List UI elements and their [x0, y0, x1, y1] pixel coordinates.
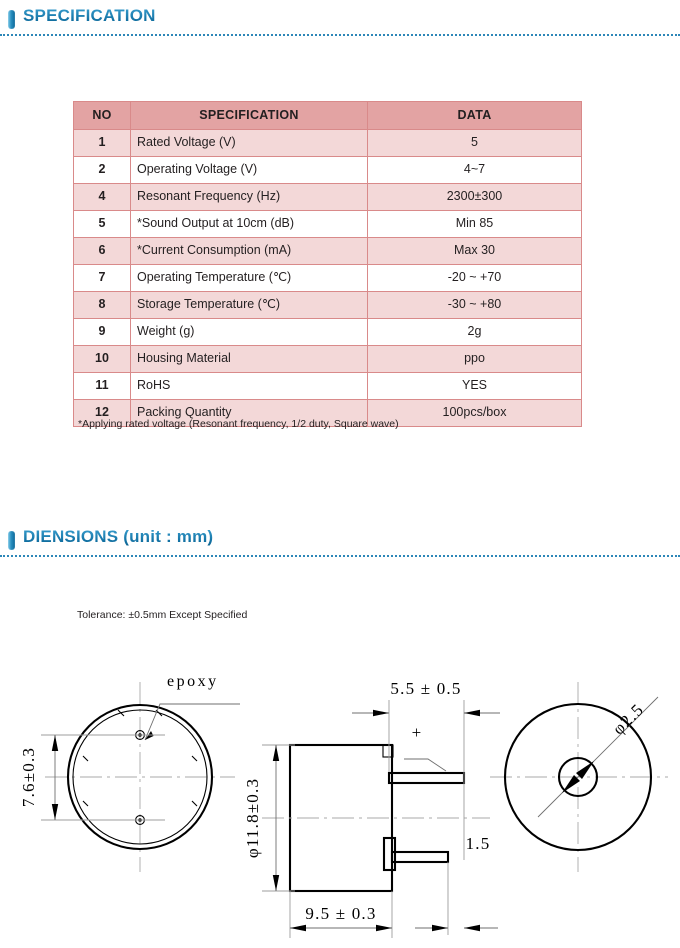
dimensions-section-header [0, 524, 680, 562]
label-polarity-plus: + [411, 723, 423, 742]
cell-data: 5 [368, 130, 582, 157]
cell-specification: Operating Temperature (℃) [131, 265, 368, 292]
cell-data: -30 ~ +80 [368, 292, 582, 319]
cell-specification: Storage Temperature (℃) [131, 292, 368, 319]
table-header [74, 102, 582, 130]
label-epoxy: epoxy [167, 673, 219, 690]
cell-no: 7 [74, 265, 131, 292]
cell-data: Min 85 [368, 211, 582, 238]
cell-specification: Weight (g) [131, 319, 368, 346]
table-body [74, 130, 582, 427]
label-body-height: 9.5 ± 0.3 [305, 904, 377, 923]
table-row [74, 211, 582, 238]
page-title: SPECIFICATION [23, 6, 156, 25]
table-row [74, 346, 582, 373]
cell-specification: *Current Consumption (mA) [131, 238, 368, 265]
mechanical-drawings [0, 660, 680, 945]
specification-table-container [73, 101, 581, 427]
heading-divider [0, 555, 680, 557]
table-row [74, 184, 582, 211]
cell-data: 100pcs/box [368, 400, 582, 427]
label-terminal-length: 5.5 ± 0.5 [390, 679, 462, 698]
cell-data: Max 30 [368, 238, 582, 265]
cell-no: 11 [74, 373, 131, 400]
drawing-side-view [243, 679, 500, 938]
table-header-row [74, 102, 582, 130]
table-footnote: *Applying rated voltage (Resonant frequency, 1/2 duty, Square wave) [78, 418, 399, 430]
cell-no: 10 [74, 346, 131, 373]
drawing-top-view [19, 673, 240, 872]
label-hole-diameter: φ2.5 [608, 699, 648, 739]
cell-no: 8 [74, 292, 131, 319]
table-row [74, 238, 582, 265]
bar-icon [8, 531, 15, 550]
specification-table [73, 101, 582, 427]
table-row [74, 373, 582, 400]
column-header-no: NO [74, 102, 131, 130]
cell-data: 4~7 [368, 157, 582, 184]
section-title: DIENSIONS (unit : mm) [23, 527, 214, 546]
cell-specification: Housing Material [131, 346, 368, 373]
table-row [74, 265, 582, 292]
heading-divider [0, 34, 680, 36]
cell-no: 1 [74, 130, 131, 157]
label-terminal-offset: 1.5 [465, 834, 491, 853]
specification-section-header [0, 3, 680, 41]
cell-specification: Operating Voltage (V) [131, 157, 368, 184]
column-header-spec: SPECIFICATION [131, 102, 368, 130]
cell-specification: *Sound Output at 10cm (dB) [131, 211, 368, 238]
drawing-bottom-view [490, 682, 668, 872]
cell-no: 6 [74, 238, 131, 265]
cell-no: 2 [74, 157, 131, 184]
cell-no: 4 [74, 184, 131, 211]
table-row [74, 319, 582, 346]
column-header-data: DATA [368, 102, 582, 130]
cell-no: 5 [74, 211, 131, 238]
table-row [74, 130, 582, 157]
cell-data: 2g [368, 319, 582, 346]
cell-data: -20 ~ +70 [368, 265, 582, 292]
cell-specification: RoHS [131, 373, 368, 400]
cell-specification: Resonant Frequency (Hz) [131, 184, 368, 211]
tolerance-note: Tolerance: ±0.5mm Except Specified [77, 609, 248, 621]
cell-specification: Rated Voltage (V) [131, 130, 368, 157]
table-row [74, 292, 582, 319]
cell-data: ppo [368, 346, 582, 373]
cell-data: 2300±300 [368, 184, 582, 211]
cell-no: 9 [74, 319, 131, 346]
cell-data: YES [368, 373, 582, 400]
label-hole-pitch: 7.6±0.3 [19, 746, 38, 808]
table-row [74, 157, 582, 184]
bar-icon [8, 10, 15, 29]
label-body-diameter: φ11.8±0.3 [243, 777, 262, 859]
cell-specification: Packing Quantity [131, 400, 368, 427]
cell-no: 12 [74, 400, 131, 427]
